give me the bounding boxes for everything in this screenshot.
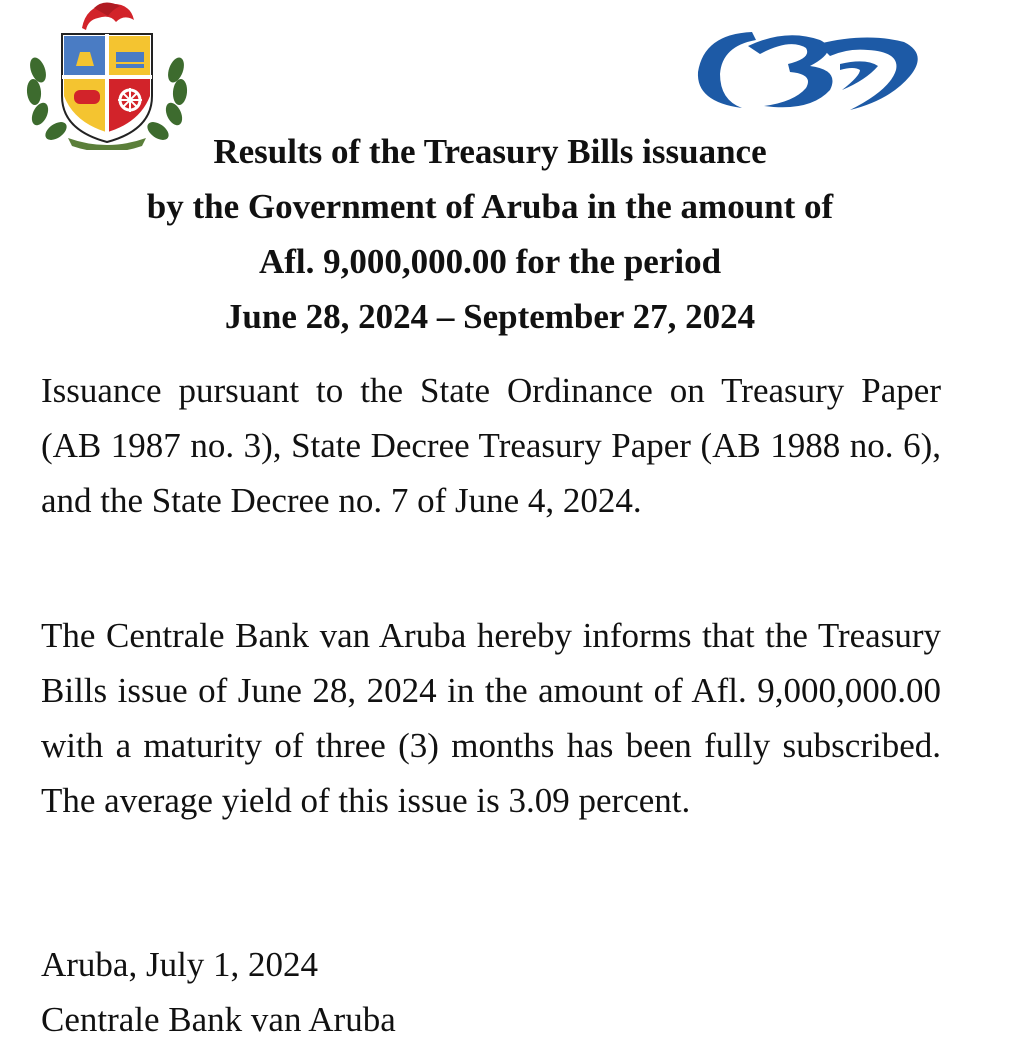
signature-block <box>41 937 396 1047</box>
issuer-name: Centrale Bank van Aruba <box>41 1000 396 1039</box>
announcement-title <box>0 124 980 344</box>
centrale-bank-van-aruba-logo-icon <box>690 24 926 114</box>
legal-basis-paragraph: Issuance pursuant to the State Ordinance on Treasury Paper (AB 1987 no. 3), State Decree Treasury Paper (AB 1988 no. 6), and the State Decree no. 7 of June 4, 2024. <box>41 371 941 520</box>
title-line-2: by the Government of Aruba in the amount of <box>146 187 834 226</box>
title-line-1: Results of the Treasury Bills issuance <box>213 132 767 171</box>
place-date: Aruba, July 1, 2024 <box>41 945 319 984</box>
title-line-3: Afl. 9,000,000.00 for the period <box>258 242 722 281</box>
results-paragraph: The Centrale Bank van Aruba hereby informs that the Treasury Bills issue of June 28, 2024 in the amount of Afl. 9,000,000.00 with a maturity of three (3) months has been fully subscribed. The average yield of this issue is 3.09 percent. <box>41 616 941 820</box>
title-line-4: June 28, 2024 – September 27, 2024 <box>224 297 756 336</box>
